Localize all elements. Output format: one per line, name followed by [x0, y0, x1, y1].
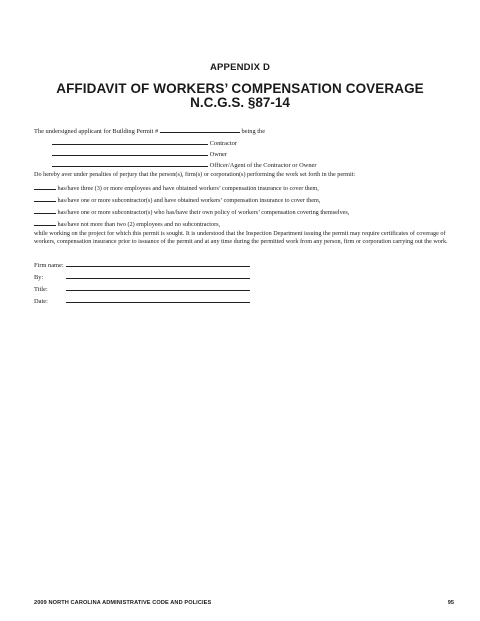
- option-three-employees: [34, 183, 319, 192]
- role-contractor-row: [52, 138, 237, 147]
- title-label: Title:: [34, 286, 48, 293]
- firm-name-field[interactable]: [66, 260, 250, 267]
- owner-field[interactable]: [52, 149, 208, 156]
- by-field[interactable]: [66, 272, 250, 279]
- firm-name-label: Firm name:: [34, 262, 64, 269]
- statute-reference: N.C.G.S. §87-14: [190, 95, 290, 110]
- intro-prefix: The undersigned applicant for Building Permit #: [34, 128, 159, 135]
- intro-line: [34, 126, 265, 135]
- footer-publication: 2009 NORTH CAROLINA ADMINISTRATIVE CODE AND POLICIES: [34, 600, 212, 606]
- closing-paragraph: while working on the project for which this permit is sought. It is understood that the Inspection Department issuing the permit may require certificates of coverage of workers, compensation insurance prior to issuance of the permit and at any time during the permitted work from any person, firm or corporation carrying out the work.: [34, 230, 448, 245]
- role-agent-row: [52, 160, 317, 169]
- role-contractor-label: Contractor: [209, 140, 237, 147]
- title-field[interactable]: [66, 284, 250, 291]
- by-row: [34, 272, 250, 281]
- appendix-label: APPENDIX D: [209, 62, 271, 73]
- firm-name-row: [34, 260, 250, 269]
- permit-number-field[interactable]: [160, 126, 240, 133]
- date-label: Date:: [34, 298, 48, 305]
- role-owner-label: Owner: [209, 151, 227, 158]
- option-text-4: has/have not more than two (2) employees and no subcontractors,: [57, 221, 221, 228]
- aver-statement: Do hereby aver under penalties of perjury that the person(s), firm(s) or corporation(s) performing the work set forth in the permit:: [34, 171, 356, 178]
- option-two-employees: [34, 219, 220, 228]
- option-blank-3[interactable]: [34, 207, 56, 214]
- option-blank-1[interactable]: [34, 183, 56, 190]
- date-row: [34, 296, 250, 305]
- role-agent-label: Officer/Agent of the Contractor or Owner: [209, 162, 317, 169]
- by-label: By:: [34, 274, 44, 281]
- role-owner-row: [52, 149, 227, 158]
- title-row: [34, 284, 250, 293]
- option-subcontractors-insured: [34, 195, 320, 204]
- option-blank-4[interactable]: [34, 219, 56, 226]
- document-title: AFFIDAVIT OF WORKERS’ COMPENSATION COVERAGE: [56, 81, 424, 96]
- date-field[interactable]: [66, 296, 250, 303]
- option-blank-2[interactable]: [34, 195, 56, 202]
- option-text-1: has/have three (3) or more employees and have obtained workers’ compensation insurance to cover them,: [57, 185, 319, 192]
- option-subcontractors-own-policy: [34, 207, 349, 216]
- contractor-field[interactable]: [52, 138, 208, 145]
- option-text-3: has/have one or more subcontractor(s) who has/have their own policy of workers’ compensation covering themselves,: [57, 209, 350, 216]
- agent-field[interactable]: [52, 160, 208, 167]
- option-text-2: has/have one or more subcontractor(s) and have obtained workers’ compensation insurance to cover them,: [57, 197, 321, 204]
- intro-suffix: being the: [241, 128, 266, 135]
- page-number: 95: [447, 600, 454, 606]
